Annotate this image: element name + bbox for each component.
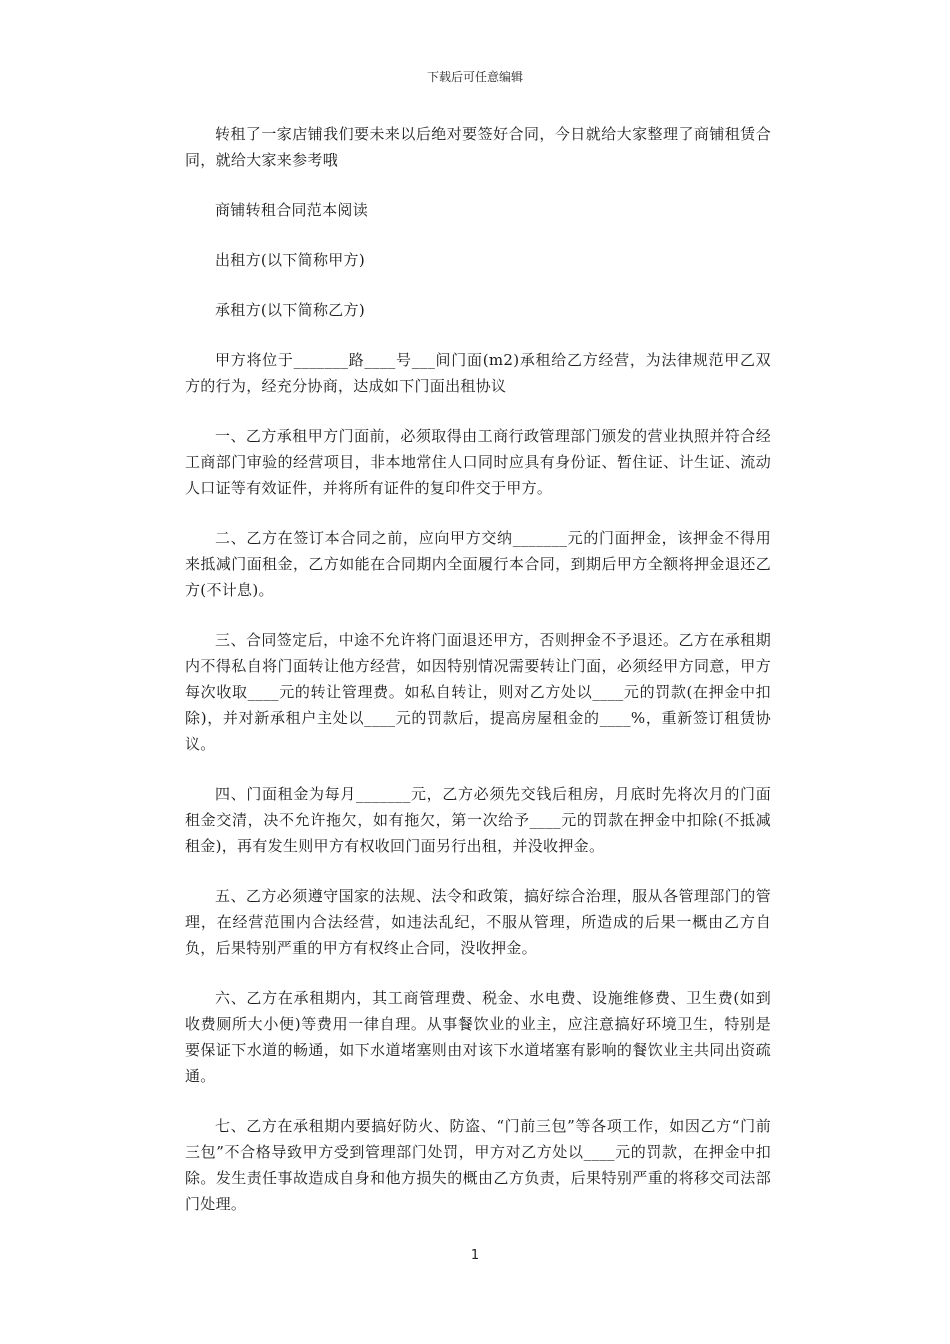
clause-3: 三、合同签定后，中途不允许将门面退还甲方，否则押金不予退还。乙方在承租期内不得私自将门面转让他方经营，如因特别情况需要转让门面，必须经甲方同意，甲方每次收取____元的转让管理费。如私自转让，则对乙方处以____元的罚款(在押金中扣除)，并对新承租户主处以____元的罚款后，提高房屋租金的____%，重新签订租赁协议。 <box>185 631 771 753</box>
lessee-line: 承租方(以下简称乙方) <box>215 301 366 319</box>
document-subtitle: 商铺转租合同范本阅读 <box>215 201 369 219</box>
clause-1: 一、乙方承租甲方门面前，必须取得由工商行政管理部门颁发的营业执照并符合经工商部门审验的经营项目，非本地常住人口同时应具有身份证、暂住证、计生证、流动人口证等有效证件，并将所有证件的复印件交于甲方。 <box>185 427 771 497</box>
preamble-paragraph: 甲方将位于_______路____号___间门面(m2)承租给乙方经营，为法律规范甲乙双方的行为，经充分协商，达成如下门面出租协议 <box>185 351 771 395</box>
page-number: 1 <box>470 1248 480 1263</box>
intro-paragraph: 转租了一家店铺我们要未来以后绝对要签好合同，今日就给大家整理了商铺租赁合同，就给大家来参考哦 <box>185 125 771 169</box>
clause-2: 二、乙方在签订本合同之前，应向甲方交纳_______元的门面押金，该押金不得用来抵减门面租金，乙方如能在合同期内全面履行本合同，到期后甲方全额将押金退还乙方(不计息)。 <box>185 529 771 599</box>
clause-5: 五、乙方必须遵守国家的法规、法令和政策，搞好综合治理，服从各管理部门的管理，在经营范围内合法经营，如违法乱纪，不服从管理，所造成的后果一概由乙方自负，后果特别严重的甲方有权终止合同，没收押金。 <box>185 887 771 957</box>
lessor-line: 出租方(以下简称甲方) <box>215 251 366 269</box>
clause-4: 四、门面租金为每月_______元，乙方必须先交钱后租房，月底时先将次月的门面租金交清，决不允许拖欠，如有拖欠，第一次给予____元的罚款在押金中扣除(不抵减租金)，再有发生则甲方有权收回门面另行出租，并没收押金。 <box>185 785 771 855</box>
clause-7: 七、乙方在承租期内要搞好防火、防盗、“门前三包”等各项工作，如因乙方“门前三包”不合格导致甲方受到管理部门处罚，甲方对乙方处以____元的罚款，在押金中扣除。发生责任事故造成自身和他方损失的概由乙方负责，后果特别严重的将移交司法部门处理。 <box>185 1117 771 1213</box>
document-body <box>185 121 771 1241</box>
page-header: 下载后可任意编辑 <box>426 70 523 84</box>
clause-6: 六、乙方在承租期内，其工商管理费、税金、水电费、设施维修费、卫生费(如到收费厕所大小便)等费用一律自理。从事餐饮业的业主，应注意搞好环境卫生，特别是要保证下水道的畅通，如下水道堵塞则由对该下水道堵塞有影响的餐饮业主共同出资疏通。 <box>185 989 771 1085</box>
